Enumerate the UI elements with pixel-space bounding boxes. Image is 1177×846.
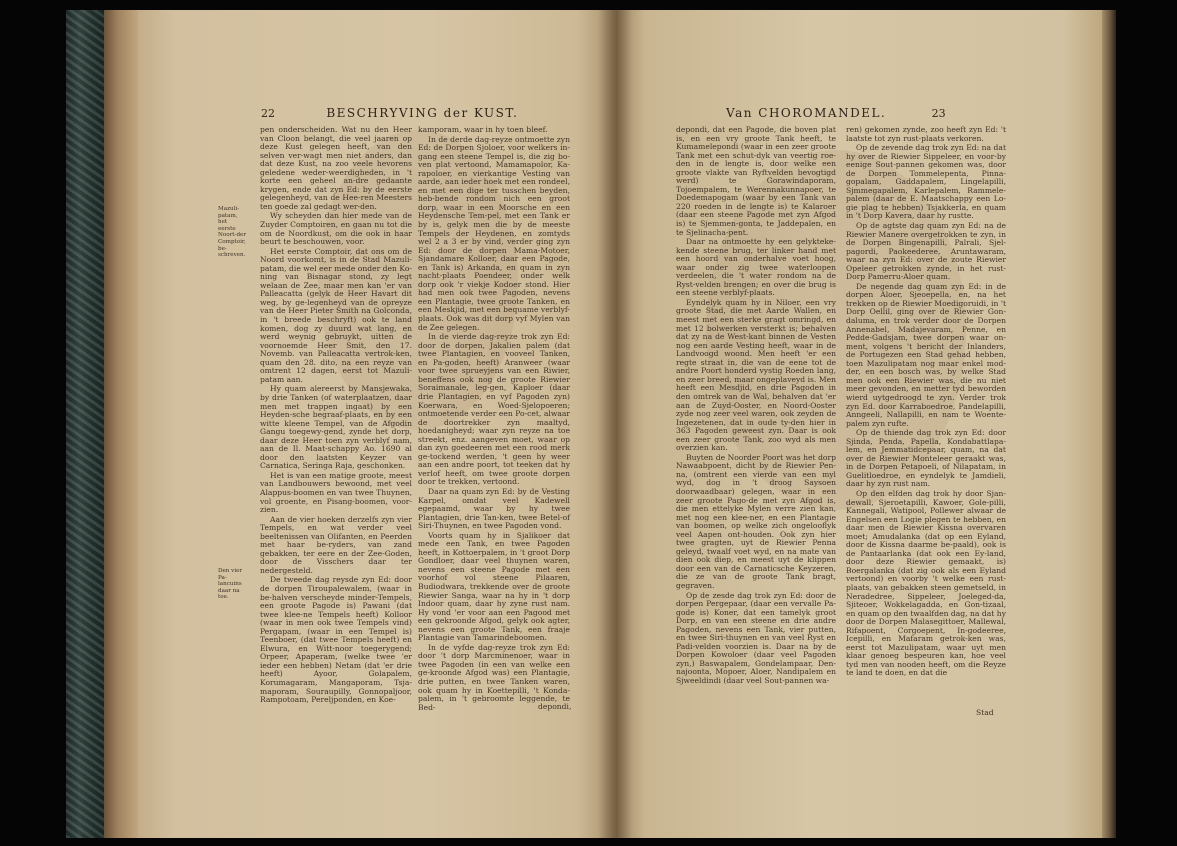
right-page [616, 10, 1102, 838]
right-catchword: Stad [976, 708, 994, 717]
paragraph: In de vierde dag-reyze trok zyn Ed: door de dorpen, Jakalien palem (dat twee Plantagien, en vooveel Tanken, en Pa-goden, heeft) Aranweer (waar voor twee sprueyjens van een Riwier, beneffens ook nog de groote Riewier Soraimanale, leg-gen, Kaploer (daar drie Plantagien, en vyf Pagoden zyn) Koerwara, en Woed-Sjelopoeren; ontmoetende verder een Po-cet, alwaar de doortrekker zyn maaltyd, hoedanigheyd; waar zyn reyze na toe streekt, enz. aangeven moet, waar op dan zyn goedeeren met een rood merk ge-tockend werden, 't geen hy weer aan een andre poort, tot teeken dat hy verlof heeft, om twee groote dorpen door te trekken, vertoond. [418, 332, 570, 487]
paragraph: Op de zevende dag trok zyn Ed: na dat hy over de Riewier Sippeleer, en voor-by eenige Sout-pannen gekomen was, door de Dorpen Tommelepenta, Pinna-gopalam, Gaddapalem, Lingelapilli, Sjmmegapalem, Karlepalem, Rammele-palem (daar de E. Maatschappy een Lo-gie plag te hebben) Tsjakkerla, en quam in 't Dorp Kavera, daar hy rustte. [846, 143, 1006, 221]
right-column-2 [846, 126, 1006, 704]
paragraph: Op den elfden dag trok hy door Sjan-dewall, Sjeroetapilli, Kawoer, Gole-pilli, Kannegali, Watipool, Pollewer alwaar de Engelsen een Logie plegen te hebben, en daar men de Riewier Kissna overvaren moet; Amudalanka (dat op een Eyland, door de Kissna daarme be-paald), ook is de Pantaarlanka (dat ook een Ey-land, door deze Riewier gemaakt, is) Boergalanka (dat zig ook als een Eyland vertoond) en voorby 't welke een rust-plaats, van gebakken steen gemetseld, in Neradedree, Sippeleer, Joeleged-da, Sjiteoer, Wokkelagadda, en Gon-tizaal, en quam op den twaalfden dag, na dat hy door de Dorpen Malasegittoer, Mallewal, Rifapoent, Corgoepent, In-godeeree, Icepilli, en Mafaram getrok-ken was, eerst tot Mazulipatam, waar uyt men klaar genoeg bespeuren kan, hoe veel tyd men van nooden heeft, om die Reyze te land te doen, en dat die [846, 488, 1006, 678]
margin-note-mazulipatam: Mazuli-patam, het eerste Noort-der Comptoir, be-schreven. [218, 206, 247, 259]
left-page-number: 22 [261, 107, 275, 120]
paragraph: Hy quam alereerst by Mansjewaka, by drie Tanken (of waterplaatzen, daar men met trappen ingaat) by een Heyden-sche begraaf-plaats, en by een witte kleene Tempel, van de Afgodin Gangu toegewy-gend, zynde het dorp, daar deze Heer toen zyn verblyf nam, aan de Il. Maat-schappy Ao. 1690 al door den laatsten Keyzer van Carnatica, Seringa Raja, geschonken. [260, 384, 412, 471]
paragraph: depondi, dat een Pagode, die boven plat is, en een vry groote Tank heeft, te Kumamelepondi (waar in een zeer groote Tank met een schut-dyk van veertig roe-den in de lengte is, door welke een groote vlakte van Ryftvelden bevogtigd werd) te Gorawindaporam, Tojoempalem, te Werennakunnapoer, te Doedemapogam (waar by een Tank van 220 roeden in de lengte is) te Kalaroer (daar een steene Pagode met zyn Afgod is) te Sjemmen-gonta, te Jaddepalen, en te Sjelinacha-pent. [676, 125, 836, 237]
right-page-number: 23 [931, 107, 946, 120]
left-page [138, 10, 616, 838]
right-running-title: Van CHOROMANDEL. [726, 106, 887, 120]
book-board-right [1100, 10, 1116, 838]
paragraph: De tweede dag reysde zyn Ed: door de dorpen Tiroupalewalem, (waar in be-halven verscheyde minder-Tempels, een groote Pagode is) Pawani (dat twee klee-ne Tempels heeft) Kolloor (waar in men ook twee Tempels vind) Pergapam, (waar in een Tempel is) Teenboer, (dat twee Tempels heeft) en Elwura, en Witt-noor toegerygend; Orpeer, Apaperam, (welke twee 'er ieder een hebben) Netam (dat 'er drie heeft) Ayoor, Golapalem, Korumagaram, Mangaporam, Tsja-maporam, Souraupilly, Gonnopaljoor, Rampotoam, Pereljponden, en Koe- [260, 575, 412, 705]
left-column-1 [260, 125, 412, 705]
margin-note-pagoden: Den vier Pa-lancuins daar na toe. [218, 568, 243, 601]
paragraph: ren) gekomen zynde, zoo heeft zyn Ed: 't laatste tot zyn rust-plaats verkoren. [846, 125, 1006, 143]
paragraph: De negende dag quam zyn Ed: in de dorpen Aloer, Sjeoepella, en, na het trekken op de Riewier Moedigoruidi, in 't Dorp Oellil, ging over de Riewier Gon-daluma, en trok verder door de Dorpen Annenabel, Madajevaram, Penne, en Pedde-Gadsjam, twee dorpen waar on-ment, volgens 't bericht der Inlanders, de Portugezen een Stad gehad hebben, toen Mazulipatam nog maar enkel mod-der, en een bosch was, by welke Stad men ook een Riewier was, die nu niet meer gevonden, en metter tyd beworden wierd uytgedroogd te zyn. Verder trok zyn Ed. door Karraboedroe, Pandelapilli, Anngeeli, Nallapilli, en nam te Woente-palem zyn rufte. [846, 281, 1006, 428]
right-column-1 [676, 126, 836, 704]
paragraph: kamporam, waar in hy toen bleef. [418, 125, 548, 134]
left-running-head [261, 106, 518, 120]
paragraph: Daar na quam zyn Ed: by de Vesting Karpel, omdat veel Kadewell egepaamd, waar by hy twee Plantagien, drie Tan-ken, twee Betel-of Siri-Thuynen, en twee Pagoden vond. [418, 486, 570, 531]
right-running-head [726, 106, 946, 120]
book-edge-left [104, 10, 140, 838]
left-catchword: depondi, [538, 702, 572, 711]
paragraph: Buyten de Noorder Poort was het dorp Nawaabpoent, dicht by de Riewier Pen-na, (omtrent een vierde van een myl wyd, dog in 't droog Saysoen doorwaadbaar) gelegen, waar in een zeer groote Pago-de met zyn Afgod is, die men ettelyke Mylen verre zien kan, met nog een klee-ner, en een Plantagie van boomen, op welke zich ongelooflyk veel Aapen ont-houden. Ook zyn hier twee gragten, uyt de Riewier Penna geleyd, twaalf voet wyd, en na mate van dien ook diep, en meest uyt de klippen door een van de Carnaticsche Keyzeren, die ze van de groote Tank bragt, gegraven. [676, 452, 836, 590]
paragraph: pen onderscheiden. Wat nu den Heer van Cloon belangt, die veel jaaren op deze Kust gelegen heeft, van den selven ver-wagt men niet anders, dan dat deze Kust, na zoo veele hevorens geledene weder-weerdigheden, in 't korte een geheel an-dre gedaante krygen, ende dat zyn Ed: by de eerste gelegenheyd, van de Hee-ren Meesters ten goede zal gedagt wer-den. [260, 125, 412, 211]
paragraph: Voorts quam hy in Sjalikoer dat mede een Tank, en twee Pagoden heeft, in Kottoerpalem, in 't groot Dorp Gondloer, daar veel thuynen waren, nevens een steene Pagode met een voorhof vol steene Pilaaren, Budiodwara, trekkende over de groote Riewier Sanga, waar na hy in 't dorp Indoor quam, daar hy zyne rust nam. Hy vond 'er voor aan een Pagood met een gekroonde Afgod, gelyk ook agter, nevens een groote Tank, een fraaje Plantagie van Tamarindeboomen. [418, 530, 570, 643]
paragraph: Het is van een matige groote, meest van Landbouwers bewoond, met veel Alappus-boomen en van twee Thuynen, vol groente, en Pisang-boomen, voor-zien. [260, 470, 412, 515]
paragraph: Op de thiende dag trok zyn Ed: door Sjinda, Penda, Papella, Kondabattlapa-lem, en Jemmatidcepaar, quam, na dat over de Riewier Monteleer geraakt was, in de Dorpen Petapoeli, of Nilapatam, in Guelitloedroe, en eyndelyk te Jamdieli, daar hy zyn rust nam. [846, 428, 1006, 489]
paragraph: Daar na ontmoette hy een gelykteke-kende steene brug, ter linker hand met een hoord van onderhalve voet hoog, waar onder zig twee waterloopen verdeelen, die 't water rondom na de Ryst-velden brengen; en over die brug is een steene verblyf-plaats. [676, 237, 836, 298]
paragraph: Op de agtste dag quam zyn Ed: na de Riewier Manere overgetrokken te zyn, in de Dorpen Bingenapilli, Palrali, Sjel-pagordi, Paokeederee, Aruntawaram, waar na zyn Ed: over de zoute Riewier Opeleer getrokken zynde, in het rust-Dorp Pamerru-Aloer quam. [846, 221, 1006, 282]
paragraph: In de derde dag-reyze ontmoette zyn Ed: de Dorpen Sjoloer, voor welkers in-gang een steene Tempel is, die zig bo-ven plat vertoond, Mamamapolor, Ka-rapoloer, en vierkantige Vesting van aarde, aan ieder hoek met een rondeel, en met een dige ter tusschen beyden, heb-bende rondom nich een groot dorp, waar in een Moorsche en een Heydensche Tem-pel, met een Tank er by is, gelyk men die by de meeste Tempels der Heydenen, en zomtyds wel 2 a 3 er by vind, verder ging zyn Ed: door de dorpen Mama-Motoer, Sjandamare Kolloer, daar een Pagode, en Tank is) Arkanda, en quam in zyn nacht-plaats Poendeer, onder welk dorp ook 'r viekje Kodoer stond. Hier had men ook twee Pagoden, nevens een Plantagie, twee groote Tanken, en een Meskjid, met een bequame verblyf-plaats. Ook was dit dorp vyf Mylen van de Zee gelegen. [418, 134, 570, 332]
left-running-title: BESCHRYVING der KUST. [326, 106, 519, 120]
paragraph: Wy scheyden dan hier mede van de Zuyder Comptoiren, en gaan nu tot die om de Noordkust, om die ook in haar beurt te beschouwen, voor. [260, 211, 412, 247]
paragraph: Eyndelyk quam hy in Niloer, een vry groote Stad, die met Aarde Wallen, en meest met een sterke gragt omringd, en met 12 bolwerken versterkt is; behalven dat zy na de West-kant binnen de Vesten nog een aarde Vesting heeft, waar in de Landvoogd woond. Men heeft 'er een regte straat in, die van de eene tot de andre Poort honderd vystig Roeden lang, en zeer breed, maar ongeplaveyd is. Men heeft een Mesdjid, en drie Pagoden in den omtrek van de Wal, behalven dat 'er aan de Zuyd-Ooster, en Noord-Ooster zyde nog zeer veel waren, ook zeyden de Ingezetenen, dat in oude ty-den hier in 363 Pagoden geweest zyn. Daar is ook een zeer groote Tank, zoo wyd als men overzien kan. [676, 297, 836, 453]
book-gutter [598, 10, 632, 838]
paragraph: Op de zesde dag trok zyn Ed: door de dorpen Pergepaar, (daar een vervalle Pa-gode is) Koner, dat een tamelyk groot Dorp, en van een steene en drie andre Pagoden, nevens een Tank, vier putten, en twee Siri-thuynen en van veel Ryst en Padi-velden voorzien is. Daar na by de Dorpen Kowoloer (daar veel Pagoden zyn,) Baswapalem, Gondelampaar, Den-najoonta, Mopoer, Aloer, Nandipalem en Sjweeldindi (daar veel Sout-pannen wa- [676, 590, 836, 685]
paragraph: Aan de vier hoeken derzelfs zyn vier Tempels, en wat verder veel beeltenissen van Olifanten, en Peerden met haar be-ryders, van zand gebakken, ter eere en der Zee-Goden, door de Visschers daar ter nedergesteld. [260, 514, 412, 575]
paragraph: Het eerste Comptoir, dat ons om de Noord voorkomt, is in de Stad Mazuli-patam, die wel eer mede onder den Ko-ning van Bisnagar stond, zy legt welaan de Zee, maar men kan 'er van Palleacatta (gelyk de Heer Havart dit weg, by ge-legenheyd van de opreyze van de Heer Pieter Smith na Golconda, in 't breede beschryft) ook te land komen, dog zy duurd wat lang, en werd weynig gebruykt, uitten de voornoemde Heer Smit, den 17. Novemb. van Palleacatta vertrok-ken, quam den 28. dito, na een reyze van omtrent 12 dagen, eerst tot Mazuli-patam aan. [260, 246, 412, 384]
paragraph: In de vyfde dag-reyze trok zyn Ed: door 't dorp Marcminenoer, waar in twee Pagoden (in een van welke een ge-kroonde Afgod was) een Plantagie, drie putten, en twee Tanken waren, ook quam hy in Koettepilli, 't Konda-palem, in 't gebroomte leggende, te Bed- [418, 642, 570, 712]
